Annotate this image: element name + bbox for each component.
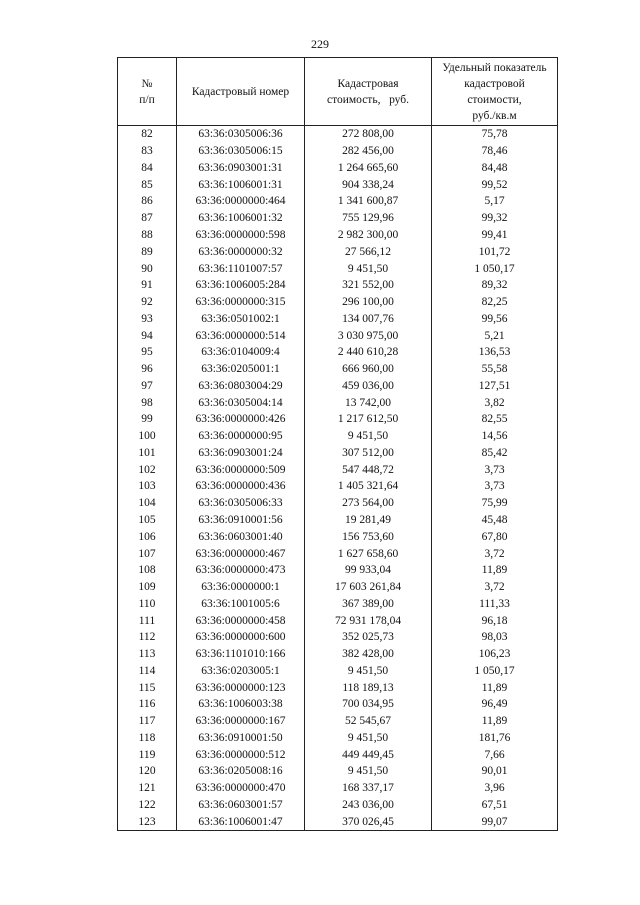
cell-row-number: 123 xyxy=(118,813,177,830)
cell-cadastral-value: 1 217 612,50 xyxy=(305,411,432,428)
cell-cadastral-number: 63:36:0205001:1 xyxy=(177,361,305,378)
header-specific-indicator-line: Удельный показатель xyxy=(442,61,547,74)
cell-row-number: 82 xyxy=(118,126,177,143)
cell-cadastral-value: 99 933,04 xyxy=(305,562,432,579)
table-row xyxy=(118,361,558,378)
cell-cadastral-value: 1 405 321,64 xyxy=(305,478,432,495)
table-row xyxy=(118,746,558,763)
table-row xyxy=(118,612,558,629)
cell-specific-indicator: 11,89 xyxy=(432,679,558,696)
cell-row-number: 119 xyxy=(118,746,177,763)
cadastral-value-table xyxy=(117,57,558,831)
cell-cadastral-number: 63:36:1006005:284 xyxy=(177,277,305,294)
cell-specific-indicator: 55,58 xyxy=(432,361,558,378)
cell-cadastral-value: 3 030 975,00 xyxy=(305,327,432,344)
cell-row-number: 93 xyxy=(118,310,177,327)
cell-specific-indicator: 96,18 xyxy=(432,612,558,629)
cell-specific-indicator: 1 050,17 xyxy=(432,260,558,277)
cell-specific-indicator: 82,55 xyxy=(432,411,558,428)
cell-cadastral-number: 63:36:0000000:167 xyxy=(177,713,305,730)
cell-cadastral-value: 449 449,45 xyxy=(305,746,432,763)
cell-cadastral-value: 2 440 610,28 xyxy=(305,344,432,361)
cell-row-number: 120 xyxy=(118,763,177,780)
table-row xyxy=(118,143,558,160)
cell-specific-indicator: 99,52 xyxy=(432,176,558,193)
cell-cadastral-value: 156 753,60 xyxy=(305,528,432,545)
table-row xyxy=(118,595,558,612)
table-row xyxy=(118,210,558,227)
cell-row-number: 91 xyxy=(118,277,177,294)
cell-cadastral-value: 134 007,76 xyxy=(305,310,432,327)
cell-row-number: 87 xyxy=(118,210,177,227)
cell-row-number: 102 xyxy=(118,461,177,478)
cell-row-number: 116 xyxy=(118,696,177,713)
header-cadastral-number xyxy=(177,58,305,126)
cell-cadastral-value: 9 451,50 xyxy=(305,763,432,780)
cell-cadastral-number: 63:36:0501002:1 xyxy=(177,310,305,327)
table-row xyxy=(118,445,558,462)
header-cadastral-value-line: стоимость, руб. xyxy=(327,93,409,106)
cell-row-number: 106 xyxy=(118,528,177,545)
cell-cadastral-value: 9 451,50 xyxy=(305,730,432,747)
cell-cadastral-number: 63:36:0000000:512 xyxy=(177,746,305,763)
table-row xyxy=(118,713,558,730)
cell-specific-indicator: 45,48 xyxy=(432,512,558,529)
table-row xyxy=(118,344,558,361)
cell-row-number: 111 xyxy=(118,612,177,629)
cell-cadastral-number: 63:36:0000000:600 xyxy=(177,629,305,646)
header-cadastral-number-text: Кадастровый номер xyxy=(191,85,290,98)
table-row xyxy=(118,646,558,663)
cell-cadastral-number: 63:36:0305006:36 xyxy=(177,126,305,143)
cell-specific-indicator: 99,32 xyxy=(432,210,558,227)
table-header-row xyxy=(118,58,558,126)
table-row xyxy=(118,327,558,344)
cell-row-number: 83 xyxy=(118,143,177,160)
cell-cadastral-value: 666 960,00 xyxy=(305,361,432,378)
table-row xyxy=(118,797,558,814)
cell-cadastral-value: 547 448,72 xyxy=(305,461,432,478)
cell-cadastral-value: 243 036,00 xyxy=(305,797,432,814)
cell-cadastral-value: 282 456,00 xyxy=(305,143,432,160)
cell-cadastral-number: 63:36:0000000:464 xyxy=(177,193,305,210)
cell-cadastral-value: 352 025,73 xyxy=(305,629,432,646)
cell-cadastral-value: 1 264 665,60 xyxy=(305,160,432,177)
cell-row-number: 121 xyxy=(118,780,177,797)
cell-specific-indicator: 3,72 xyxy=(432,579,558,596)
table-row xyxy=(118,277,558,294)
cell-cadastral-number: 63:36:0305004:14 xyxy=(177,394,305,411)
table-row xyxy=(118,243,558,260)
header-specific-indicator-line: стоимости, xyxy=(467,93,522,106)
table-row xyxy=(118,478,558,495)
cell-cadastral-number: 63:36:1006001:32 xyxy=(177,210,305,227)
cell-cadastral-number: 63:36:0000000:598 xyxy=(177,227,305,244)
cell-cadastral-value: 367 389,00 xyxy=(305,595,432,612)
cell-row-number: 122 xyxy=(118,797,177,814)
cell-cadastral-number: 63:36:1101010:166 xyxy=(177,646,305,663)
table-row xyxy=(118,176,558,193)
cell-cadastral-value: 904 338,24 xyxy=(305,176,432,193)
cell-row-number: 104 xyxy=(118,495,177,512)
cell-row-number: 88 xyxy=(118,227,177,244)
cell-specific-indicator: 127,51 xyxy=(432,377,558,394)
header-cadastral-value xyxy=(305,58,432,126)
table-row xyxy=(118,562,558,579)
cell-cadastral-number: 63:36:1006003:38 xyxy=(177,696,305,713)
cell-specific-indicator: 67,80 xyxy=(432,528,558,545)
cell-row-number: 95 xyxy=(118,344,177,361)
cell-specific-indicator: 99,41 xyxy=(432,227,558,244)
cell-row-number: 85 xyxy=(118,176,177,193)
cell-row-number: 103 xyxy=(118,478,177,495)
cell-cadastral-number: 63:36:0910001:50 xyxy=(177,730,305,747)
cell-specific-indicator: 3,96 xyxy=(432,780,558,797)
header-row-number xyxy=(118,58,177,126)
cell-cadastral-number: 63:36:0903001:31 xyxy=(177,160,305,177)
cell-cadastral-number: 63:36:0803004:29 xyxy=(177,377,305,394)
cell-specific-indicator: 7,66 xyxy=(432,746,558,763)
cell-row-number: 98 xyxy=(118,394,177,411)
header-specific-indicator-line: руб./кв.м xyxy=(472,109,517,122)
table-row xyxy=(118,679,558,696)
cell-cadastral-number: 63:36:1006001:47 xyxy=(177,813,305,830)
cell-specific-indicator: 89,32 xyxy=(432,277,558,294)
cell-specific-indicator: 75,99 xyxy=(432,495,558,512)
cell-specific-indicator: 106,23 xyxy=(432,646,558,663)
header-row-number-line: № xyxy=(141,77,153,90)
cell-cadastral-number: 63:36:0000000:509 xyxy=(177,461,305,478)
table-row xyxy=(118,160,558,177)
cell-cadastral-number: 63:36:0000000:1 xyxy=(177,579,305,596)
cell-cadastral-number: 63:36:0000000:32 xyxy=(177,243,305,260)
cell-cadastral-value: 118 189,13 xyxy=(305,679,432,696)
table-row xyxy=(118,260,558,277)
table-row xyxy=(118,411,558,428)
cell-specific-indicator: 78,46 xyxy=(432,143,558,160)
cell-cadastral-value: 1 341 600,87 xyxy=(305,193,432,210)
cell-specific-indicator: 5,17 xyxy=(432,193,558,210)
cell-specific-indicator: 98,03 xyxy=(432,629,558,646)
table-row xyxy=(118,377,558,394)
cell-cadastral-value: 1 627 658,60 xyxy=(305,545,432,562)
cell-row-number: 84 xyxy=(118,160,177,177)
cell-specific-indicator: 99,07 xyxy=(432,813,558,830)
table-row xyxy=(118,663,558,680)
cell-row-number: 89 xyxy=(118,243,177,260)
cell-cadastral-value: 9 451,50 xyxy=(305,663,432,680)
table-row xyxy=(118,730,558,747)
cell-row-number: 100 xyxy=(118,428,177,445)
table-row xyxy=(118,528,558,545)
cell-cadastral-value: 273 564,00 xyxy=(305,495,432,512)
cell-specific-indicator: 11,89 xyxy=(432,713,558,730)
cell-specific-indicator: 75,78 xyxy=(432,126,558,143)
cell-cadastral-value: 382 428,00 xyxy=(305,646,432,663)
cell-row-number: 118 xyxy=(118,730,177,747)
cell-cadastral-number: 63:36:1101007:57 xyxy=(177,260,305,277)
cell-cadastral-value: 321 552,00 xyxy=(305,277,432,294)
cell-cadastral-number: 63:36:0603001:40 xyxy=(177,528,305,545)
table-row xyxy=(118,394,558,411)
cell-row-number: 96 xyxy=(118,361,177,378)
table-row xyxy=(118,512,558,529)
cell-specific-indicator: 85,42 xyxy=(432,445,558,462)
cell-cadastral-number: 63:36:0104009:4 xyxy=(177,344,305,361)
cell-row-number: 86 xyxy=(118,193,177,210)
cell-cadastral-value: 459 036,00 xyxy=(305,377,432,394)
table-body xyxy=(118,126,558,831)
table-row xyxy=(118,193,558,210)
table-row xyxy=(118,579,558,596)
table-row xyxy=(118,310,558,327)
cell-specific-indicator: 67,51 xyxy=(432,797,558,814)
page-number: 229 xyxy=(311,37,329,51)
cell-row-number: 97 xyxy=(118,377,177,394)
cell-specific-indicator: 1 050,17 xyxy=(432,663,558,680)
cell-cadastral-number: 63:36:0000000:470 xyxy=(177,780,305,797)
cell-cadastral-number: 63:36:0000000:473 xyxy=(177,562,305,579)
cell-cadastral-number: 63:36:0203005:1 xyxy=(177,663,305,680)
header-row-number-line: п/п xyxy=(139,93,155,106)
cell-specific-indicator: 99,56 xyxy=(432,310,558,327)
cell-row-number: 112 xyxy=(118,629,177,646)
cell-cadastral-number: 63:36:0000000:123 xyxy=(177,679,305,696)
cell-specific-indicator: 136,53 xyxy=(432,344,558,361)
table-row xyxy=(118,428,558,445)
cell-cadastral-value: 19 281,49 xyxy=(305,512,432,529)
table-row xyxy=(118,696,558,713)
table-row xyxy=(118,227,558,244)
header-specific-indicator xyxy=(432,58,558,126)
cell-cadastral-value: 72 931 178,04 xyxy=(305,612,432,629)
cell-row-number: 92 xyxy=(118,294,177,311)
cell-cadastral-value: 700 034,95 xyxy=(305,696,432,713)
cell-row-number: 107 xyxy=(118,545,177,562)
cell-cadastral-value: 272 808,00 xyxy=(305,126,432,143)
cell-cadastral-number: 63:36:0000000:514 xyxy=(177,327,305,344)
table-row xyxy=(118,495,558,512)
cell-row-number: 114 xyxy=(118,663,177,680)
cell-row-number: 105 xyxy=(118,512,177,529)
cell-cadastral-number: 63:36:0000000:95 xyxy=(177,428,305,445)
cell-cadastral-number: 63:36:0000000:467 xyxy=(177,545,305,562)
cell-specific-indicator: 84,48 xyxy=(432,160,558,177)
cell-cadastral-number: 63:36:0000000:426 xyxy=(177,411,305,428)
table-row xyxy=(118,461,558,478)
table-row xyxy=(118,126,558,143)
cell-row-number: 101 xyxy=(118,445,177,462)
table-row xyxy=(118,763,558,780)
cell-cadastral-number: 63:36:0000000:436 xyxy=(177,478,305,495)
cell-cadastral-value: 13 742,00 xyxy=(305,394,432,411)
cell-row-number: 108 xyxy=(118,562,177,579)
cell-row-number: 109 xyxy=(118,579,177,596)
cell-specific-indicator: 3,73 xyxy=(432,478,558,495)
cell-row-number: 99 xyxy=(118,411,177,428)
table-row xyxy=(118,813,558,830)
cell-row-number: 117 xyxy=(118,713,177,730)
cell-specific-indicator: 14,56 xyxy=(432,428,558,445)
header-specific-indicator-line: кадастровой xyxy=(464,77,525,90)
cell-specific-indicator: 101,72 xyxy=(432,243,558,260)
cell-cadastral-value: 27 566,12 xyxy=(305,243,432,260)
cell-specific-indicator: 3,82 xyxy=(432,394,558,411)
table-row xyxy=(118,545,558,562)
cell-row-number: 90 xyxy=(118,260,177,277)
cell-cadastral-number: 63:36:1006001:31 xyxy=(177,176,305,193)
cell-row-number: 110 xyxy=(118,595,177,612)
table-row xyxy=(118,780,558,797)
cell-cadastral-value: 755 129,96 xyxy=(305,210,432,227)
cell-cadastral-value: 168 337,17 xyxy=(305,780,432,797)
cell-cadastral-value: 370 026,45 xyxy=(305,813,432,830)
cell-cadastral-number: 63:36:0205008:16 xyxy=(177,763,305,780)
cell-row-number: 115 xyxy=(118,679,177,696)
cell-specific-indicator: 181,76 xyxy=(432,730,558,747)
cell-cadastral-value: 296 100,00 xyxy=(305,294,432,311)
cell-row-number: 113 xyxy=(118,646,177,663)
cell-cadastral-number: 63:36:0603001:57 xyxy=(177,797,305,814)
cell-cadastral-value: 9 451,50 xyxy=(305,428,432,445)
cell-cadastral-number: 63:36:0000000:458 xyxy=(177,612,305,629)
cell-specific-indicator: 3,73 xyxy=(432,461,558,478)
cell-cadastral-number: 63:36:0903001:24 xyxy=(177,445,305,462)
cell-specific-indicator: 5,21 xyxy=(432,327,558,344)
cell-specific-indicator: 82,25 xyxy=(432,294,558,311)
cell-cadastral-number: 63:36:1001005:6 xyxy=(177,595,305,612)
cell-specific-indicator: 111,33 xyxy=(432,595,558,612)
cell-cadastral-number: 63:36:0000000:315 xyxy=(177,294,305,311)
cell-specific-indicator: 3,72 xyxy=(432,545,558,562)
cell-specific-indicator: 11,89 xyxy=(432,562,558,579)
table-row xyxy=(118,629,558,646)
cell-cadastral-value: 52 545,67 xyxy=(305,713,432,730)
cell-specific-indicator: 96,49 xyxy=(432,696,558,713)
cell-cadastral-value: 17 603 261,84 xyxy=(305,579,432,596)
cell-cadastral-number: 63:36:0305006:33 xyxy=(177,495,305,512)
cell-cadastral-value: 9 451,50 xyxy=(305,260,432,277)
header-cadastral-value-line: Кадастровая xyxy=(337,77,399,90)
cell-cadastral-value: 2 982 300,00 xyxy=(305,227,432,244)
table-row xyxy=(118,294,558,311)
cell-cadastral-value: 307 512,00 xyxy=(305,445,432,462)
cell-specific-indicator: 90,01 xyxy=(432,763,558,780)
cell-cadastral-number: 63:36:0305006:15 xyxy=(177,143,305,160)
cell-row-number: 94 xyxy=(118,327,177,344)
cell-cadastral-number: 63:36:0910001:56 xyxy=(177,512,305,529)
